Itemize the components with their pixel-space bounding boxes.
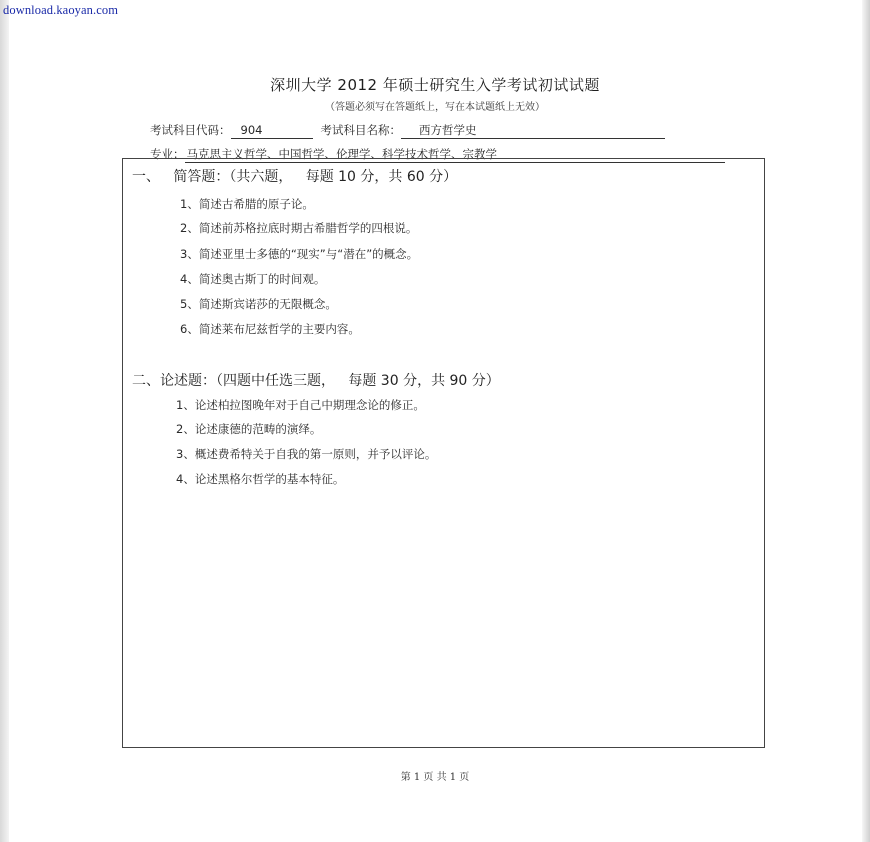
subject-name-value: 西方哲学史 — [401, 123, 665, 139]
section-2-heading: 二、论述题：（四题中任选三题， 每题 30 分，共 90 分） — [132, 373, 500, 389]
subject-name-label: 考试科目名称： — [320, 123, 401, 137]
scan-edge-right — [862, 0, 870, 842]
question-1-3: 3、简述亚里士多德的“现实”与“潜在”的概念。 — [180, 247, 419, 261]
question-1-1: 1、简述古希腊的原子论。 — [180, 197, 314, 211]
page-number: 第 1 页 共 1 页 — [400, 772, 470, 783]
question-1-5: 5、简述斯宾诺莎的无限概念。 — [180, 297, 337, 311]
question-1-2: 2、简述前苏格拉底时期古希腊哲学的四根说。 — [180, 221, 418, 235]
section-1-heading: 一、 简答题：（共六题， 每题 10 分，共 60 分） — [132, 169, 458, 185]
major-label: 专业： — [150, 147, 185, 161]
question-2-2: 2、论述康德的范畴的演绎。 — [176, 422, 322, 436]
subject-code-label: 考试科目代码： — [150, 123, 231, 137]
scan-edge-left — [0, 0, 9, 842]
exam-instruction: （答题必须写在答题纸上，写在本试题纸上无效） — [325, 102, 545, 113]
major-value: 马克思主义哲学、中国哲学、伦理学、科学技术哲学、宗教学 — [185, 147, 725, 163]
question-2-1: 1、论述柏拉图晚年对于自己中期理念论的修正。 — [176, 398, 425, 412]
exam-title: 深圳大学 2012 年硕士研究生入学考试初试试题 — [270, 76, 600, 94]
watermark-url: download.kaoyan.com — [3, 3, 119, 17]
subject-code-value: 904 — [231, 123, 313, 139]
question-2-3: 3、概述费希特关于自我的第一原则，并予以评论。 — [176, 447, 437, 461]
question-1-4: 4、简述奥古斯丁的时间观。 — [180, 272, 326, 286]
question-1-6: 6、简述莱布尼兹哲学的主要内容。 — [180, 322, 360, 336]
subject-info-row — [150, 122, 665, 139]
question-2-4: 4、论述黑格尔哲学的基本特征。 — [176, 472, 345, 486]
